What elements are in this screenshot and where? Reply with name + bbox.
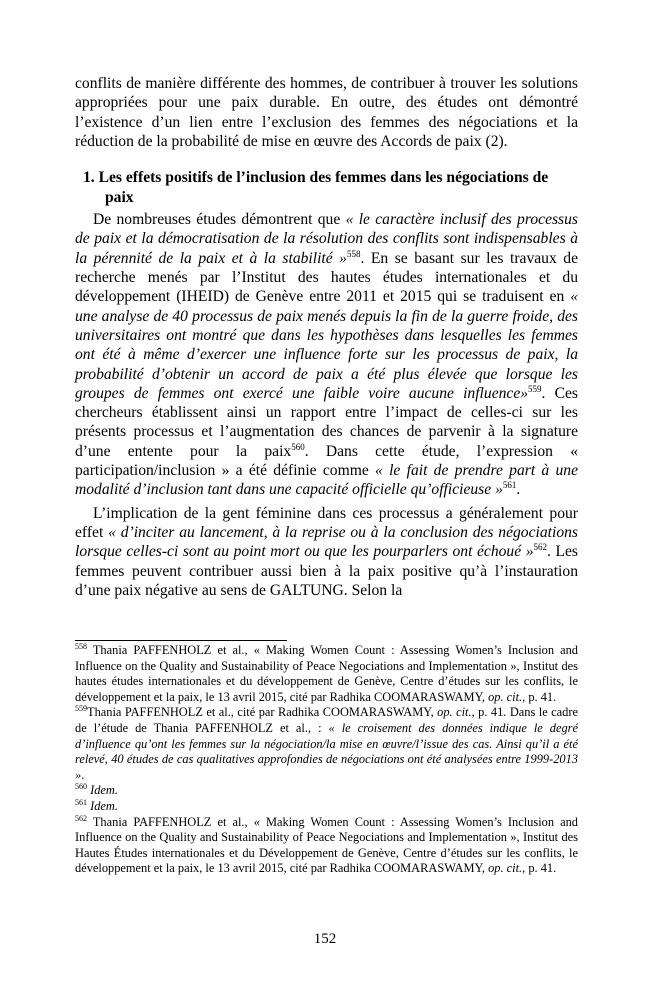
footnote-number: 560 [75, 782, 87, 792]
footnote-560 [75, 783, 578, 799]
footnote-ref-561[interactable]: 561 [502, 480, 517, 491]
footnote-italic: op. cit., [488, 861, 526, 876]
page-number: 152 [313, 931, 337, 947]
footnote-italic: op. cit., [437, 705, 475, 720]
p1-text-a: De nombreuses études démontrent que [93, 211, 346, 229]
footnote-number: 561 [75, 797, 87, 807]
footnote-text: p. 41. Dans le cadre de l’étude de Thania PAFFENHOLZ et al., : [75, 705, 578, 735]
footnote-559 [75, 705, 578, 783]
footnote-number: 559 [75, 704, 87, 714]
footnote-561 [75, 799, 578, 815]
footnote-separator [75, 640, 287, 641]
footnote-italic: Idem. [87, 798, 118, 813]
intro-text: conflits de manière différente des hommes, de contribuer à trouver les solutions appropriées pour une paix durable. En outre, des études ont démontré l’existence d’un lien entre l’exclusion des femmes des négociations et la réduction de la probabilité de mise en œuvre des Accords de paix (2). [75, 75, 578, 150]
p2-quote: « d’inciter au lancement, à la reprise ou à la conclusion des négociations lorsque celles-ci sont au point mort ou que les pourparlers ont échoué » [75, 523, 578, 561]
p1-text-e: . Ces chercheurs établissent ainsi un rapport entre l’impact de celles-ci sur les présents processus et l’augmentation des chances de parvenir à la signature d’une entente pour la paix [75, 384, 578, 460]
p1-text-f: . Dans cette étude, l’expression « participation/inclusion » a été définie comme [75, 442, 578, 480]
footnote-ref-558[interactable]: 558 [346, 248, 361, 259]
footnote-558 [75, 643, 578, 705]
intro-paragraph [75, 74, 578, 151]
footnote-ref-559[interactable]: 559 [528, 383, 542, 394]
footnote-text: p. 41. [525, 689, 557, 704]
p1-quote-2: « une analyse de 40 processus de paix menés depuis la fin de la guerre froide, des universitaires ont montré que dans les hypothèses dans lesquelles les femmes ont été à même d’exercer une influence forte sur les processus de paix, la probabilité d’obtenir un accord de paix a été plus élevée que lorsque les groupes de femmes ont exercé une faible voire aucune influence» [75, 288, 578, 402]
footnote-quote: « le croisement des données indique le degré d’influence qu’ont les femmes sur la négociation/la mise en œuvre/l’issue des cas. Ainsi qu’il a été relevé, 40 études de cas qualitatives approfondies de négociations ont été analysées entre 1999-2013 » [75, 720, 578, 782]
paragraph-1 [75, 210, 578, 499]
p1-quote-3: « le fait de prendre part à une modalité d’inclusion tant dans une capacité officielle qu’officieuse » [75, 462, 579, 499]
footnote-text: p. 41. [525, 861, 557, 876]
footnote-text: Thania PAFFENHOLZ et al., cité par Radhika COOMARASWAMY, [87, 705, 438, 720]
p1-quote-1: « le caractère inclusif des processus de paix et la démocratisation de la résolution des conflits sont indispensables à la pérennité de la paix et à la stabilité » [75, 211, 578, 267]
p2-text-c: . Les femmes peuvent contribuer aussi bien à la paix positive qu’à l’instauration d’une paix négative au sens de GALTUNG. Selon la [75, 543, 579, 599]
footnote-text: . [81, 767, 85, 782]
footnote-number: 562 [75, 813, 87, 823]
footnote-text: Thania PAFFENHOLZ et al., « Making Women Count : Assessing Women’s Inclusion and Influence on the Quality and Sustainability of Peace Negociations and Implementation », Institut des hautes études internationales et du développement de Genève, Centre d’études sur les conflits, le développement et la paix, le 13 avril 2015, cité par Radhika COOMARASWAMY, [75, 643, 578, 704]
paragraph-2 [75, 504, 578, 600]
footnote-ref-562[interactable]: 562 [533, 542, 548, 553]
footnote-italic: op. cit., [488, 689, 526, 704]
footnote-number: 558 [75, 641, 87, 651]
p1-text-h: . [516, 481, 521, 499]
p1-text-c: . En se basant sur les travaux de recherche menés par l’Institut des hautes études internationales et du développement (IHEID) de Genève entre 2011 et 2015 qui se traduisent en [75, 249, 578, 306]
footnote-562 [75, 815, 578, 877]
footnote-text: Thania PAFFENHOLZ et al., « Making Women Count : Assessing Women’s Inclusion and Influence on the Quality and Sustainability of Peace Negociations and Implementation », Institut des Hautes Études internationales et du Développement de Genève, Centre d’études sur les conflits, le développement et la paix, le 13 avril 2015, cité par Radhika COOMARASWAMY, [75, 814, 578, 876]
footnote-ref-560[interactable]: 560 [291, 441, 305, 452]
footnotes [75, 643, 578, 877]
section-heading: 1. Les effets positifs de l’inclusion des femmes dans les négociations de paix [83, 169, 549, 207]
p2-text-a: L’implication de la gent féminine dans ces processus a généralement pour effet [75, 504, 578, 541]
footnote-italic: Idem. [87, 783, 118, 798]
body-text [75, 74, 578, 600]
